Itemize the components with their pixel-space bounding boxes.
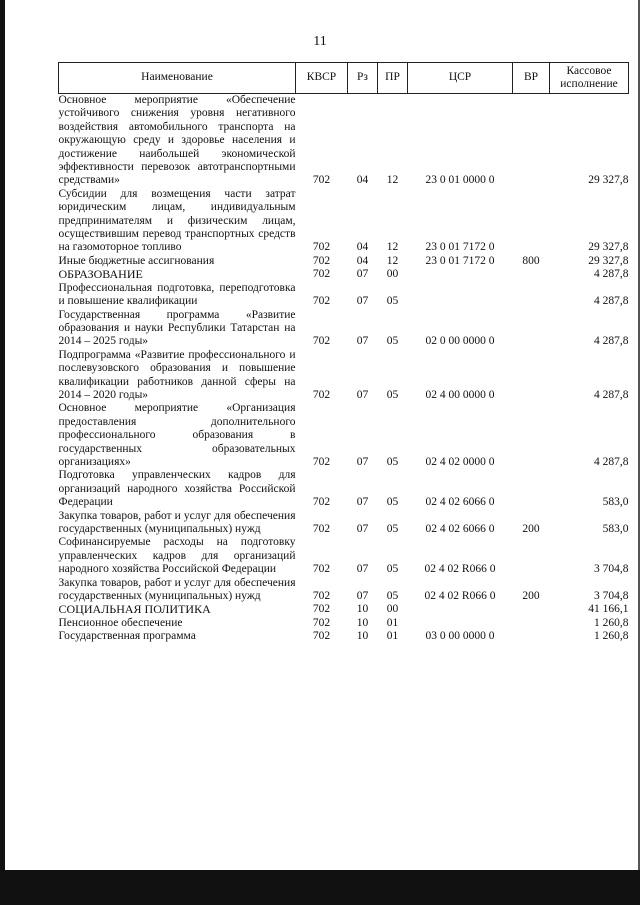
cell-vr — [513, 630, 550, 643]
cell-pr: 05 — [386, 496, 399, 509]
table-header-row — [59, 63, 629, 94]
cell-vr: 200 — [522, 590, 540, 603]
cell-vr: 800 — [522, 254, 540, 267]
cell-pr: 01 — [386, 630, 399, 643]
budget-execution-table — [58, 62, 629, 644]
cell-amount: 4 287,8 — [594, 455, 629, 468]
table-row — [59, 510, 629, 537]
cell-rz: 10 — [356, 603, 369, 616]
cell-csr: 02 0 00 0000 0 — [425, 335, 495, 348]
cell-name: Закупка товаров, работ и услуг для обеспечения государственных (муниципальных) нужд — [58, 576, 296, 603]
cell-rz: 07 — [356, 388, 369, 401]
header-csr: ЦСР — [408, 63, 513, 94]
cell-kvsr: 702 — [312, 254, 331, 267]
table-row — [59, 188, 629, 255]
cell-pr: 05 — [386, 563, 399, 576]
cell-vr — [513, 268, 550, 281]
cell-csr: 02 4 02 6066 0 — [425, 523, 495, 535]
cell-name: ОБРАЗОВАНИЕ — [58, 267, 143, 282]
cell-pr: 00 — [386, 268, 399, 281]
cell-csr: 02 4 02 R066 0 — [424, 590, 496, 603]
cell-rz: 04 — [356, 174, 369, 187]
page-number: 11 — [313, 34, 327, 49]
cell-kvsr: 702 — [312, 590, 331, 603]
cell-vr — [513, 402, 550, 469]
cell-csr: 23 0 01 0000 0 — [425, 174, 495, 187]
header-rz: Рз — [348, 63, 378, 94]
cell-vr — [513, 188, 550, 255]
cell-rz: 07 — [356, 563, 369, 576]
cell-kvsr: 702 — [312, 295, 331, 308]
cell-amount: 4 287,8 — [594, 388, 629, 401]
cell-rz: 07 — [356, 268, 369, 281]
cell-csr: 23 0 01 7172 0 — [425, 241, 495, 254]
cell-amount: 29 327,8 — [588, 241, 629, 254]
cell-name: Закупка товаров, работ и услуг для обеспечения государственных (муниципальных) нужд — [58, 509, 296, 535]
cell-name: Субсидии для возмещения части затрат юридическим лицам, индивидуальным предпринимателям и физическим лицам, осуществившим перевод транспортных средств на газомоторное топливо — [58, 187, 296, 254]
cell-csr: 03 0 00 0000 0 — [425, 630, 495, 643]
cell-rz: 07 — [356, 455, 369, 468]
cell-amount: 1 260,8 — [594, 616, 629, 629]
cell-kvsr: 702 — [312, 523, 331, 535]
cell-rz: 07 — [356, 496, 369, 509]
cell-amount: 29 327,8 — [588, 174, 629, 187]
table-row — [59, 309, 629, 349]
cell-kvsr: 702 — [312, 241, 331, 254]
table-row — [59, 349, 629, 403]
table-row — [59, 255, 629, 268]
cell-name: Иные бюджетные ассигнования — [58, 254, 215, 267]
cell-name: Софинансируемые расходы на подготовку управленческих кадров для организаций народного хозяйства Российской Федерации — [58, 536, 296, 576]
cell-rz: 10 — [356, 616, 369, 629]
cell-kvsr: 702 — [312, 455, 331, 468]
cell-csr — [408, 603, 513, 616]
cell-rz: 07 — [356, 523, 369, 535]
header-kvsr: КВСР — [296, 63, 348, 94]
table-row — [59, 94, 629, 188]
cell-kvsr: 702 — [312, 388, 331, 401]
cell-amount: 583,0 — [602, 496, 629, 509]
cell-pr: 01 — [386, 616, 399, 629]
cell-pr: 05 — [386, 295, 399, 308]
cell-amount: 41 166,1 — [588, 603, 629, 616]
cell-csr: 02 4 02 R066 0 — [424, 563, 496, 576]
header-pr: ПР — [378, 63, 408, 94]
cell-kvsr: 702 — [312, 563, 331, 576]
cell-csr: 02 4 02 0000 0 — [425, 455, 495, 468]
cell-rz: 07 — [356, 590, 369, 603]
cell-vr — [513, 94, 550, 188]
cell-pr: 12 — [386, 241, 399, 254]
cell-rz: 04 — [356, 254, 369, 267]
scan-bottom-edge — [0, 870, 640, 905]
cell-name: Пенсионное обеспечение — [58, 616, 183, 629]
cell-amount: 583,0 — [602, 523, 629, 535]
scan-left-edge — [0, 0, 5, 905]
cell-pr: 05 — [386, 523, 399, 535]
cell-vr — [513, 309, 550, 349]
cell-kvsr: 702 — [312, 174, 331, 187]
cell-amount: 3 704,8 — [594, 590, 629, 603]
cell-pr: 12 — [386, 254, 399, 267]
cell-vr — [513, 282, 550, 309]
cell-kvsr: 702 — [312, 335, 331, 348]
cell-pr: 05 — [386, 388, 399, 401]
table-row — [59, 577, 629, 604]
cell-amount: 4 287,8 — [594, 335, 629, 348]
cell-csr: 23 0 01 7172 0 — [425, 254, 495, 267]
cell-amount: 4 287,8 — [594, 295, 629, 308]
cell-vr — [513, 536, 550, 576]
cell-name: Подготовка управленческих кадров для организаций народного хозяйства Российской Федерации — [58, 469, 296, 509]
cell-kvsr: 702 — [312, 496, 331, 509]
cell-rz: 04 — [356, 241, 369, 254]
cell-name: Государственная программа — [58, 630, 196, 643]
cell-csr: 02 4 02 6066 0 — [425, 496, 495, 509]
cell-name: СОЦИАЛЬНАЯ ПОЛИТИКА — [58, 602, 211, 617]
cell-amount: 3 704,8 — [594, 563, 629, 576]
cell-name: Государственная программа «Развитие образования и науки Республики Татарстан на 2014 – 2025 годы» — [58, 308, 296, 348]
cell-name: Основное мероприятие «Организация предоставления дополнительного профессионального образования в государственных образовательных организациях» — [58, 402, 296, 468]
cell-rz: 07 — [356, 335, 369, 348]
cell-amount: 1 260,8 — [594, 630, 629, 643]
cell-pr: 00 — [386, 603, 399, 616]
cell-vr — [513, 617, 550, 630]
cell-pr: 12 — [386, 174, 399, 187]
table-row — [59, 469, 629, 509]
cell-vr — [513, 469, 550, 509]
cell-pr: 05 — [386, 335, 399, 348]
cell-csr — [408, 282, 513, 309]
cell-rz: 10 — [356, 630, 369, 643]
table-row — [59, 630, 629, 643]
cell-kvsr: 702 — [312, 603, 331, 616]
cell-name: Основное мероприятие «Обеспечение устойчивого снижения уровня негативного воздействия автомобильного транспорта на окружающую среду и здоровье населения и достижение наибольшей экономической эффективности перевозок автотранспортными средствами» — [58, 94, 296, 187]
cell-kvsr: 702 — [312, 630, 331, 643]
cell-vr — [513, 603, 550, 616]
cell-rz: 07 — [356, 295, 369, 308]
cell-amount: 29 327,8 — [588, 254, 629, 267]
header-amount: Кассовое исполнение — [550, 63, 629, 94]
cell-csr — [408, 617, 513, 630]
cell-vr — [513, 349, 550, 403]
header-vr: ВР — [513, 63, 550, 94]
cell-name: Профессиональная подготовка, переподготовка и повышение квалификации — [58, 281, 296, 308]
cell-kvsr: 702 — [312, 268, 331, 281]
cell-kvsr: 702 — [312, 616, 331, 629]
cell-amount: 4 287,8 — [594, 268, 629, 281]
header-name: Наименование — [59, 63, 296, 94]
table-row — [59, 402, 629, 469]
cell-pr: 05 — [386, 455, 399, 468]
cell-csr: 02 4 00 0000 0 — [425, 388, 495, 401]
table-row — [59, 603, 629, 616]
table-row — [59, 268, 629, 281]
cell-vr: 200 — [522, 523, 540, 535]
table-row — [59, 282, 629, 309]
table-row — [59, 617, 629, 630]
table-body — [59, 94, 629, 644]
cell-csr — [408, 268, 513, 281]
cell-pr: 05 — [386, 590, 399, 603]
cell-name: Подпрограмма «Развитие профессионального и послевузовского образования и повышение квалификации работников данной сферы на 2014 – 2020 годы» — [58, 348, 296, 401]
table-row — [59, 536, 629, 576]
